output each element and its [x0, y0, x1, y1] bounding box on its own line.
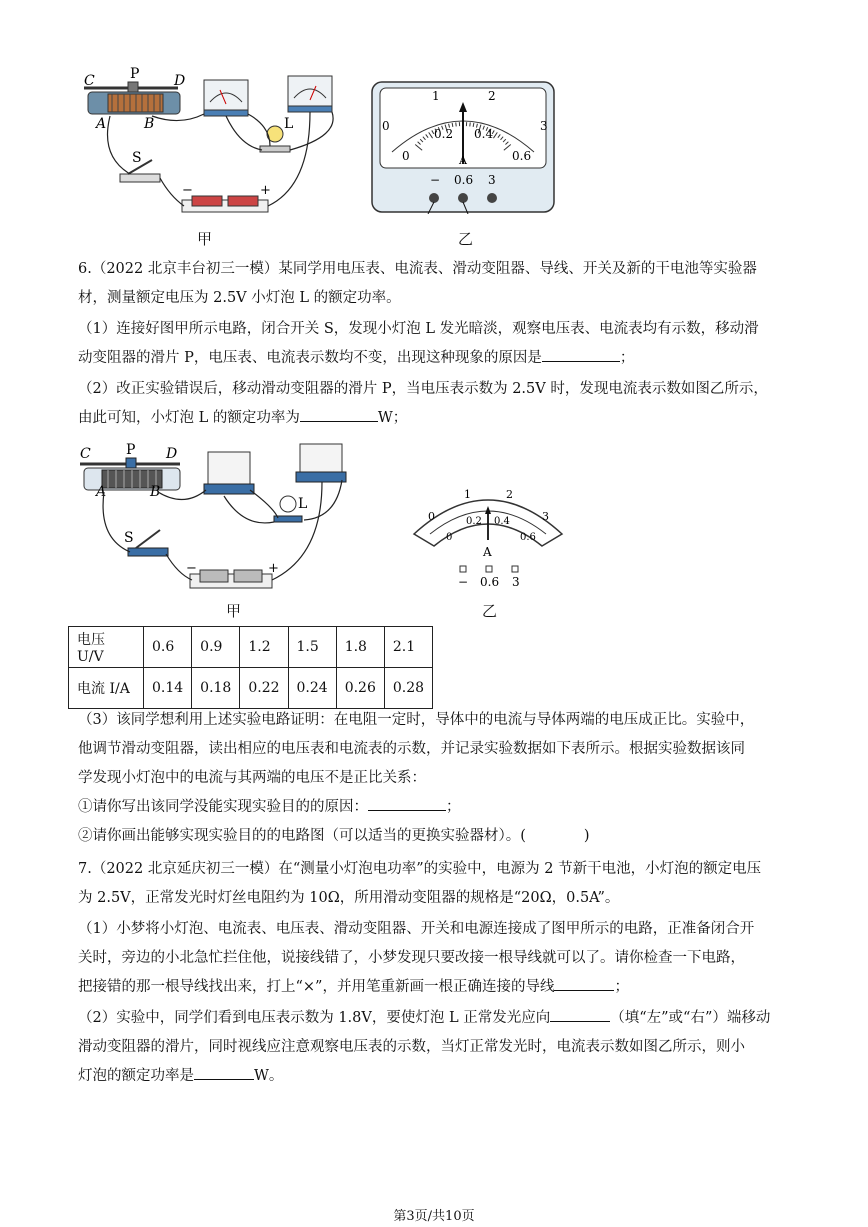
answer-blank[interactable]: [300, 407, 378, 422]
q6-intro-line2: 材，测量额定电压为 2.5V 小灯泡 L 的额定功率。: [78, 290, 401, 306]
label-C: C: [84, 73, 95, 89]
label-L: L: [284, 116, 294, 132]
label-S: S: [132, 150, 142, 166]
q6-part1: [78, 315, 798, 373]
table-cell: 1.5: [288, 627, 336, 668]
q7-intro: [78, 855, 798, 913]
mid-circuit-diagram: [74, 438, 350, 600]
bottom-scale-0: 0: [402, 149, 410, 163]
mid-top-scale-3: 3: [542, 510, 549, 523]
answer-blank[interactable]: [368, 796, 446, 811]
q6-3-line1: （3）该同学想利用上述实验电路证明：在电阻一定时，导体中的电流与导体两端的电压成正比。实验中，: [78, 712, 755, 728]
label-B: B: [144, 116, 155, 132]
q6-p2-line2: 由此可知，小灯泡 L 的额定功率为 W；: [78, 404, 798, 433]
label-A: A: [96, 116, 107, 132]
table-cell: 0.26: [336, 668, 384, 709]
table-cell: 0.24: [288, 668, 336, 709]
data-table: [68, 626, 433, 709]
table-cell: 0.14: [144, 668, 192, 709]
label-C: C: [80, 446, 91, 462]
battery: [190, 570, 272, 588]
label-B: B: [150, 484, 161, 500]
terminal-minus: −: [430, 173, 441, 187]
table-row: [69, 627, 433, 668]
label-S: S: [124, 530, 134, 546]
label-D: D: [174, 73, 186, 89]
battery-minus: −: [186, 561, 197, 576]
mid-caption-yi: 乙: [482, 602, 498, 620]
mid-caption-jia: 甲: [226, 602, 242, 620]
battery: [182, 196, 268, 212]
top-scale-1: 1: [432, 89, 440, 103]
q7-p1-line3: 把接错的那一根导线找出来，打上“×”，并用笔重新画一根正确连接的导线 ；: [78, 973, 798, 1002]
q6-3-line2: 他调节滑动变阻器，读出相应的电压表和电流表的示数，并记录实验数据如下表所示。根据实验数据该同: [78, 741, 745, 757]
table-cell: 1.8: [336, 627, 384, 668]
q7-p2-line2: 滑动变阻器的滑片，同时视线应注意观察电压表的示数，当灯正常发光时，电流表示数如图乙所示，则小: [78, 1039, 745, 1055]
terminal-0.6: 0.6: [454, 173, 474, 187]
row-label-current: 电流 I/A: [69, 668, 144, 709]
meter-unit-A: A: [459, 154, 467, 167]
table-cell: 0.28: [384, 668, 432, 709]
table-cell: 0.9: [192, 627, 240, 668]
mid-terminal-0.6: 0.6: [480, 575, 500, 589]
q7-part1: [78, 915, 798, 1002]
q7-part2: [78, 1004, 798, 1091]
top-circuit-diagram: [70, 66, 360, 226]
ammeter: [288, 76, 332, 112]
mid-meter-unit: A: [483, 545, 492, 559]
mid-bottom-scale-0.2: 0.2: [466, 516, 482, 527]
table-cell: 0.18: [192, 668, 240, 709]
answer-blank[interactable]: [542, 347, 620, 362]
answer-blank[interactable]: [550, 1007, 610, 1022]
mid-terminal-minus: −: [458, 575, 469, 589]
row-label-voltage: 电压 U/V: [69, 627, 144, 668]
mid-top-scale-2: 2: [506, 488, 513, 501]
top-scale-3: 3: [540, 119, 548, 133]
table-cell: 2.1: [384, 627, 432, 668]
table-row: [69, 668, 433, 709]
label-L: L: [298, 496, 308, 512]
q6-intro: [78, 255, 798, 313]
answer-blank[interactable]: [194, 1065, 254, 1080]
table-cell: 1.2: [240, 627, 288, 668]
q7-line1: 7.（2022 北京延庆初三一模）在“测量小灯泡电功率”的实验中，电源为 2 节新干电池，小灯泡的额定电压: [78, 861, 762, 877]
page-footer: 第3页/共10页: [393, 1209, 475, 1224]
q6-3-line4: ①请你写出该同学没能实现实验目的的原因： ；: [78, 793, 798, 822]
q7-p2-line3: 灯泡的额定功率是 W。: [78, 1062, 798, 1091]
label-D: D: [166, 446, 178, 462]
rheostat: [80, 458, 180, 490]
answer-blank[interactable]: [554, 976, 614, 991]
bottom-scale-0.2: 0.2: [434, 127, 454, 141]
ammeter: [296, 444, 346, 482]
mid-top-scale-1: 1: [464, 488, 471, 501]
q6-p1-line2: 动变阻器的滑片 P，电压表、电流表示数均不变，出现这种现象的原因是 ；: [78, 344, 798, 373]
q7-p2-line1: （2）实验中，同学们看到电压表示数为 1.8V，要使灯泡 L 正常发光应向 （填“左”或“右”）端移动: [78, 1004, 798, 1033]
top-scale-2: 2: [488, 89, 496, 103]
bottom-scale-0.6: 0.6: [512, 149, 532, 163]
q6-part2: [78, 375, 798, 433]
q6-p2-line1: （2）改正实验错误后，移动滑动变阻器的滑片 P，当电压表示数为 2.5V 时，发现电流表示数如图乙所示，: [78, 381, 768, 397]
q6-3-line3: 学发现小灯泡中的电流与其两端的电压不是正比关系：: [78, 770, 426, 786]
label-A: A: [96, 484, 107, 500]
top-ammeter-face: [370, 80, 556, 214]
top-caption-jia: 甲: [197, 230, 213, 248]
q7-p1-line1: （1）小梦将小灯泡、电流表、电压表、滑动变阻器、开关和电源连接成了图甲所示的电路，正准备闭合开: [78, 921, 755, 937]
label-P: P: [126, 442, 136, 458]
wires: [103, 480, 342, 580]
q6-part3: [78, 706, 798, 851]
battery-plus: +: [260, 183, 271, 198]
battery-plus: +: [268, 561, 279, 576]
top-caption-yi: 乙: [458, 230, 474, 248]
switch: [128, 530, 168, 556]
mid-bottom-scale-0.6: 0.6: [520, 532, 536, 543]
table-cell: 0.6: [144, 627, 192, 668]
voltmeter: [204, 80, 248, 116]
rheostat: [84, 82, 180, 114]
voltmeter: [204, 452, 254, 494]
mid-terminal-3: 3: [512, 575, 520, 589]
terminal-3: 3: [488, 173, 496, 187]
mid-ammeter-face: [408, 476, 568, 592]
bottom-scale-0.4: 0.4: [474, 127, 494, 141]
q6-intro-line1: 6.（2022 北京丰台初三一模）某同学用电压表、电流表、滑动变阻器、导线、开关及新的干电池等实验器: [78, 261, 757, 277]
mid-bottom-scale-0: 0: [446, 532, 453, 543]
q7-p1-line2: 关时，旁边的小北急忙拦住他，说接线错了，小梦发现只要改接一根导线就可以了。请你检查一下电路，: [78, 950, 745, 966]
mid-bottom-scale-0.4: 0.4: [494, 516, 510, 527]
battery-minus: −: [182, 183, 193, 198]
q7-line2: 为 2.5V，正常发光时灯丝电阻约为 10Ω，所用滑动变阻器的规格是“20Ω，0.5A”。: [78, 890, 620, 906]
label-P: P: [130, 66, 140, 82]
mid-top-scale-0: 0: [428, 510, 435, 523]
top-scale-0: 0: [382, 119, 390, 133]
q6-p1-line1: （1）连接好图甲所示电路，闭合开关 S，发现小灯泡 L 发光暗淡，观察电压表、电流表均有示数，移动滑: [78, 321, 759, 337]
table-cell: 0.22: [240, 668, 288, 709]
q6-3-line5: ②请你画出能够实现实验目的的电路图（可以适当的更换实验器材）。( ): [78, 828, 590, 844]
